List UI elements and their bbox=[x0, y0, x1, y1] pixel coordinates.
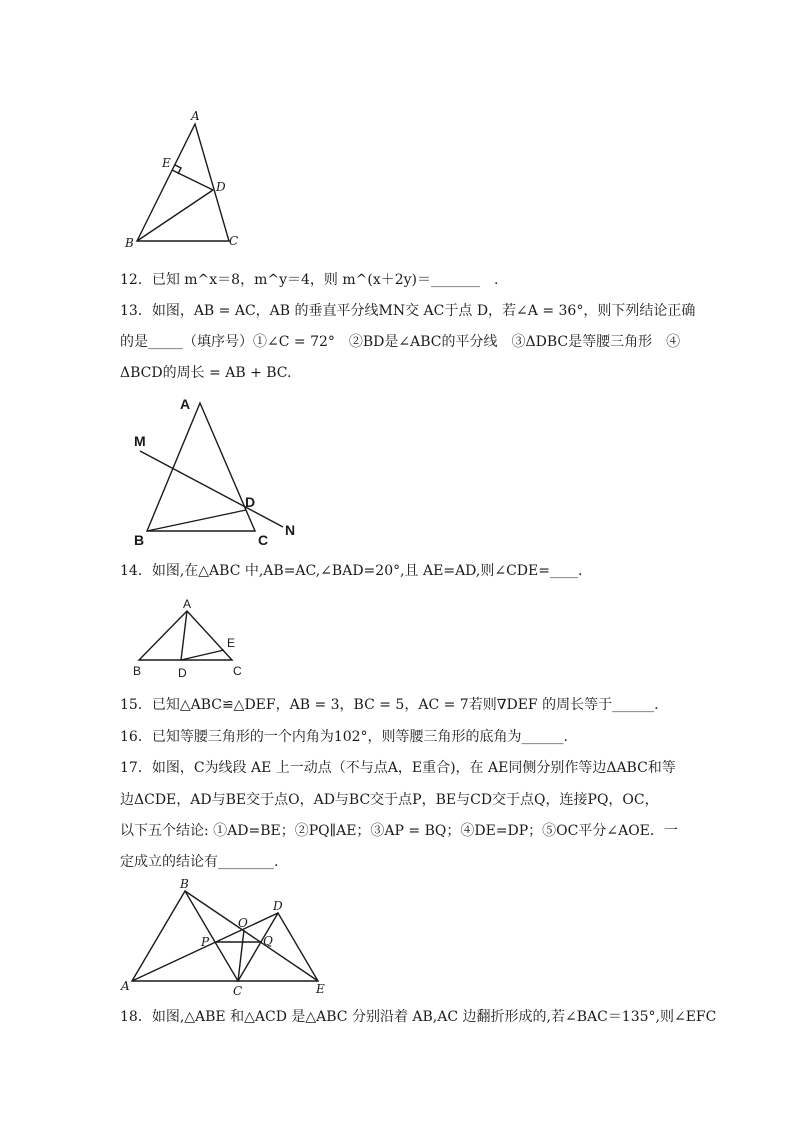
figure-equilateral-triangles bbox=[0, 875, 794, 1000]
q17-line-4: 定成立的结论有________. bbox=[120, 854, 279, 870]
label-c: C bbox=[233, 984, 243, 998]
question-12 bbox=[120, 270, 498, 290]
segment-ad bbox=[181, 611, 187, 660]
q13-line-2: 的是_____（填序号）①∠C = 72° ②BD是∠ABC的平分线 ③ΔDBC是等腰三角形 ④ bbox=[120, 334, 681, 350]
label-d: D bbox=[245, 494, 256, 510]
line-mn bbox=[140, 451, 283, 527]
question-15 bbox=[120, 695, 659, 715]
label-p: P bbox=[201, 935, 210, 949]
label-d: D bbox=[216, 180, 226, 194]
q18-text: 18．如图,△ABE 和△ACD 是△ABC 分别沿着 AB,AC 边翻折形成的,若∠BAC＝135°,则∠EFC bbox=[120, 1009, 717, 1025]
question-17-line-3 bbox=[120, 821, 678, 841]
triangle-cde bbox=[238, 913, 318, 981]
q17-line-2: 边ΔCDE，AD与BE交于点O，AD与BC交于点P，BE与CD交于点Q，连接PQ，OC， bbox=[120, 792, 659, 808]
q12-text: 12．已知 m^x＝8，m^y＝4，则 m^(x＋2y)＝_______ . bbox=[120, 272, 499, 288]
label-m: M bbox=[134, 433, 146, 449]
question-18 bbox=[120, 1007, 716, 1027]
label-q: Q bbox=[263, 934, 273, 948]
label-e: E bbox=[162, 156, 171, 170]
label-e: E bbox=[316, 982, 325, 996]
label-b: B bbox=[134, 532, 145, 548]
figure-triangle-abc-perpendicular bbox=[0, 0, 794, 260]
question-13-line-3 bbox=[120, 363, 291, 383]
question-17-line-2 bbox=[120, 790, 659, 810]
question-16 bbox=[120, 727, 568, 747]
segment-de bbox=[181, 650, 224, 660]
label-b: B bbox=[125, 236, 134, 250]
label-a: A bbox=[121, 979, 130, 993]
label-c: C bbox=[258, 532, 269, 548]
label-b: B bbox=[133, 664, 142, 678]
label-o: O bbox=[238, 916, 248, 930]
label-d: D bbox=[273, 899, 283, 913]
q14-text: 14．如图,在△ABC 中,AB=AC,∠BAD=20°,且 AE=AD,则∠CDE=____. bbox=[120, 563, 583, 579]
question-13-line-1 bbox=[120, 301, 695, 321]
q13-line-1: 13．如图，AB = AC，AB 的垂直平分线MN交 AC于点 D，若∠A = 36°，则下列结论正确 bbox=[120, 303, 696, 319]
question-14 bbox=[120, 561, 582, 581]
label-b: B bbox=[180, 877, 189, 891]
label-n: N bbox=[285, 522, 296, 538]
figure-isosceles-triangle-ade bbox=[0, 590, 794, 685]
figure-triangle-with-perpendicular-bisector bbox=[0, 390, 794, 560]
question-17-line-4 bbox=[120, 852, 278, 872]
label-c: C bbox=[233, 664, 242, 678]
label-a: A bbox=[191, 109, 200, 123]
segment-bd bbox=[137, 190, 213, 241]
label-a: A bbox=[183, 597, 192, 611]
q17-line-3: 以下五个结论: ①AD=BE；②PQ∥AE；③AP = BQ；④DE=DP；⑤OC平分∠AOE．一 bbox=[120, 823, 678, 839]
label-c: C bbox=[229, 234, 239, 248]
q15-text: 15．已知△ABC≌△DEF，AB = 3，BC = 5，AC = 7若则∇DEF 的周长等于______. bbox=[120, 697, 659, 713]
q13-line-3: ΔBCD的周长 = AB + BC. bbox=[120, 365, 292, 381]
triangle-abc bbox=[132, 891, 238, 981]
q17-line-1: 17．如图，C为线段 AE 上一动点（不与点A，E重合)，在 AE同侧分别作等边ΔABC和等 bbox=[120, 760, 676, 776]
question-17-line-1 bbox=[120, 758, 676, 778]
label-a: A bbox=[180, 396, 191, 412]
question-13-line-2 bbox=[120, 332, 680, 352]
label-d: D bbox=[178, 666, 187, 680]
q16-text: 16．已知等腰三角形的一个内角为102°，则等腰三角形的底角为______. bbox=[120, 729, 568, 745]
label-e: E bbox=[227, 636, 236, 650]
segment-bd bbox=[147, 510, 246, 531]
